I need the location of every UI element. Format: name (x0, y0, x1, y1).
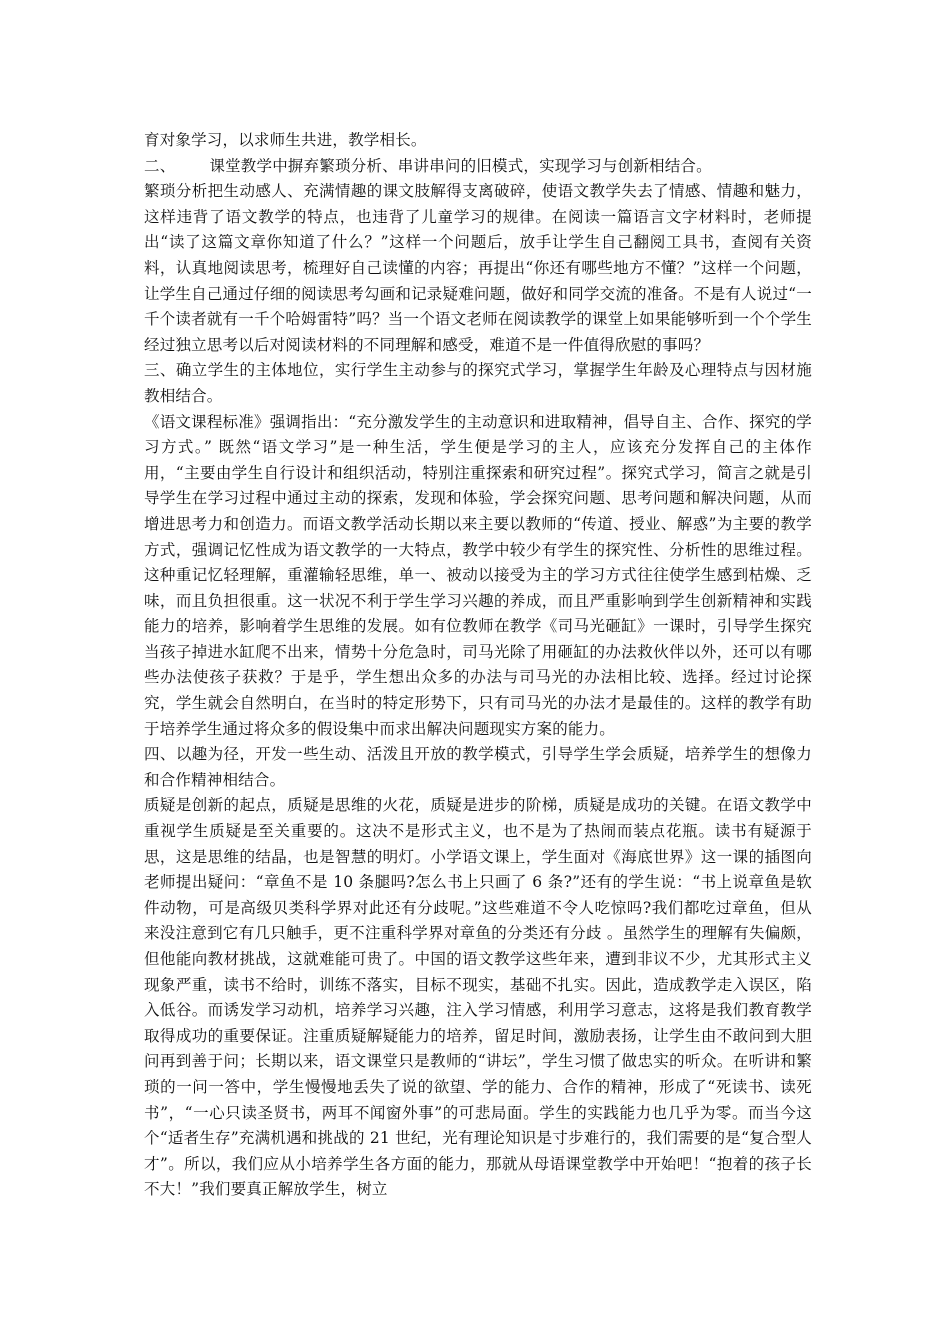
section-number: 二、 (144, 156, 176, 175)
document-body (144, 128, 812, 1203)
section-heading-4: 四、以趣为径，开发一些生动、活泼且开放的教学模式，引导学生学会质疑，培养学生的想像力和合作精神相结合。 (144, 745, 812, 789)
paragraph-continuation: 育对象学习，以求师生共进，教学相长。 (144, 131, 427, 149)
paragraph-body: 质疑是创新的起点，质疑是思维的火花，质疑是进步的阶梯，质疑是成功的关键。在语文教学中重视学生质疑是至关重要的。这决不是形式主义，也不是为了热闹而装点花瓶。读书有疑源于思，这是思维的结晶，也是智慧的明灯。小学语文课上，学生面对《海底世界》这一课的插图向老师提出疑问：“章鱼不是 10 条腿吗?怎么书上只画了 6 条?”还有的学生说：“书上说章鱼是软件动物，可是高级贝类科学界对此还有分歧呢。”这些难道不令人吃惊吗?我们都吃过章鱼，但从来没注意到它有几只触手，更不注重科学界对章鱼的分类还有分歧 。虽然学生的理解有失偏颇，但他能向教材挑战，这就难能可贵了。中国的语文教学这些年来，遭到非议不少，尤其形式主义现象严重，读书不给时，训练不落实，目标不现实，基础不扎实。因此，造成教学走入误区，陷入低谷。而诱发学习动机，培养学习兴趣，注入学习情感，利用学习意志，这将是我们教育教学取得成功的重要保证。注重质疑解疑能力的培养，留足时间，激励表扬，让学生由不敢问到大胆问再到善于问；长期以来，语文课堂只是教师的“讲坛”，学生习惯了做忠实的听众。在听讲和繁琐的一问一答中，学生慢慢地丢失了说的欲望、学的能力、合作的精神，形成了“死读书、读死书”，“一心只读圣贤书，两耳不闻窗外事”的可悲局面。学生的实践能力也几乎为零。而当今这个“适者生存”充满机遇和挑战的 21 世纪，光有理论知识是寸步难行的，我们需要的是“复合型人才”。所以，我们应从小培养学生各方面的能力，那就从母语课堂教学中开始吧！“抱着的孩子长不大！”我们要真正解放学生，树立 (144, 796, 812, 1199)
section-heading-2 (144, 154, 812, 180)
paragraph-body: 《语文课程标准》强调指出：“充分激发学生的主动意识和进取精神，倡导自主、合作、探究的学习方式。” 既然“语文学习”是一种生活，学生便是学习的主人，应该充分发挥自己的主体作用，“主要由学生自行设计和组织活动，特别注重探索和研究过程”。探究式学习，简言之就是引导学生在学习过程中通过主动的探索，发现和体验，学会探究问题、思考问题和解决问题，从而增进思考力和创造力。而语文教学活动长期以来主要以教师的“传道、授业、解惑”为主要的教学方式，强调记忆性成为语文教学的一大特点，教学中较少有学生的探究性、分析性的思维过程。这种重记忆轻理解，重灌输轻思维，单一、被动以接受为主的学习方式往往使学生感到枯燥、乏味，而且负担很重。这一状况不利于学生学习兴趣的养成，而且严重影响到学生创新精神和实践能力的培养，影响着学生思维的发展。如有位教师在教学《司马光砸缸》一课时，引导学生探究当孩子掉进水缸爬不出来，情势十分危急时，司马光除了用砸缸的办法救伙伴以外，还可以有哪些办法使孩子获救？于是乎，学生想出众多的办法与司马光的办法相比较、选择。经过讨论探究，学生就会自然明白，在当时的特定形势下，只有司马光的办法才是最佳的。这样的教学有助于培养学生通过将众多的假设集中而求出解决问题现实方案的能力。 (144, 412, 812, 738)
section-heading-text: 课堂教学中摒弃繁琐分析、串讲串问的旧模式，实现学习与创新相结合。 (209, 156, 712, 175)
paragraph-body: 繁琐分析把生动感人、充满情趣的课文肢解得支离破碎，使语文教学失去了情感、情趣和魅力，这样违背了语文教学的特点，也违背了儿童学习的规律。在阅读一篇语言文字材料时，老师提出“读了这篇文章你知道了什么？”这样一个问题后，放手让学生自己翻阅工具书，查阅有关资料，认真地阅读思考，梳理好自己读懂的内容；再提出“你还有哪些地方不懂？”这样一个问题，让学生自己通过仔细的阅读思考勾画和记录疑难问题，做好和同学交流的准备。不是有人说过“一千个读者就有一千个哈姆雷特”吗？当一个语文老师在阅读教学的课堂上如果能够听到一个个学生经过独立思考以后对阅读材料的不同理解和感受，难道不是一件值得欣慰的事吗？ (144, 182, 812, 354)
section-heading-3: 三、确立学生的主体地位，实行学生主动参与的探究式学习，掌握学生年龄及心理特点与因材施教相结合。 (144, 361, 812, 405)
